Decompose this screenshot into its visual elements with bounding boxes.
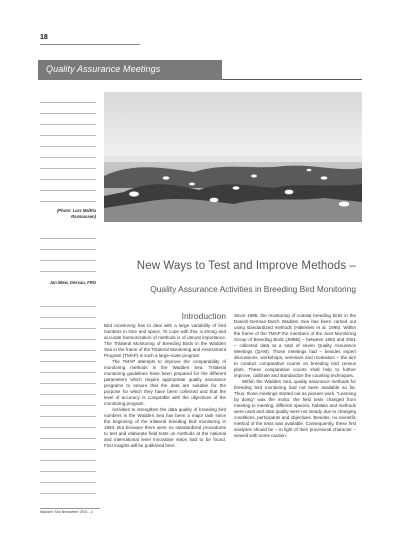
margin-ruled-lines-2 (40, 228, 96, 272)
footer-rule (40, 508, 100, 509)
paragraph: Bird monitoring has to deal with a large variability of bird numbers in time and space. To cope with this, a strong and accurate harmonization of methods is of utmost importance. The Trilateral Monitoring of Breeding Birds in the Wadden Sea in the frame of the Trilateral Monitoring and Assessment Program (TMAP) is such a large-scale program. (104, 323, 226, 358)
margin-ruled-lines (40, 92, 96, 202)
paragraph: Since 1995, the monitoring of coastal breeding birds in the Danish-German-Dutch Wadden Sea has been carried out using standardized methods (Hälterlein et al. 1995). Within the frame of the TMAP the members of the Joint Monitoring Group of Breeding Birds (JMBB) – between 1993 and 2001 – collected data at a total of seven Quality Assurance Meetings (QAM). Those meetings had – besides expert discussions, workshops, seminars and motivation – the aim to conduct comparative counts on breeding bird census plots. These comparative counts shall help to further improve, calibrate and standardize the counting techniques. (234, 313, 356, 378)
photo-credit: (Photo: Lars Maltha Rasmussen) (56, 208, 96, 219)
page-number: 18 (40, 34, 48, 41)
article-photo (104, 92, 362, 222)
margin-ruled-lines-3 (40, 296, 96, 494)
article-title: New Ways to Test and Improve Methods – (136, 260, 356, 272)
paragraph: Activities to strengthen the data quality of breeding bird numbers in the Wadden Sea has been a major task since the beginning of the trilateral breeding bird monitoring in 1993. But because there were no standardized procedures to test and elaborate field tests on methods at the national and international level innovative steps had to be found. First insights will be published here. (104, 407, 226, 448)
article-subtitle: Quality Assurance Activities in Breeding Bird Monitoring (150, 284, 356, 294)
intro-heading: Introduction (181, 311, 226, 321)
paragraph: Within the Wadden Sea, quality assurance methods for breeding bird monitoring had not been available so far. Thus, those meetings started out as pioneer work. "Learning by doing" was the motto: the field tests changed from meeting to meeting, different species, habitats and methods were used and data quality were not steady due to changing conditions, participants and objectives. Besides, no scientific method of the tests was available. Consequently, these first analyses should be – in light of their provisional character – viewed with some caution. (234, 379, 356, 438)
coastal-birds-photo-icon (104, 92, 362, 222)
section-title: Quality Assurance Meetings (46, 64, 161, 74)
right-column (234, 313, 356, 439)
section-rule (222, 79, 362, 80)
left-column (104, 312, 226, 449)
page-footer: Wadden Sea Newsletter 2001 - 2 (40, 510, 93, 514)
top-rule (40, 44, 140, 45)
section-header-bar (38, 60, 222, 80)
author-credit: Jan Blew, Dessau, FRG (49, 280, 96, 285)
paragraph: The TMAP attempts to improve the comparability of monitoring methods in the Wadden Sea. Trilateral monitoring guidelines have been prepared for the different parameters which require appropriate quality assurance programs to ensure that the data are suitable for the purpose for which they have been collected and that the level of accuracy is compatible with the objectives of the monitoring program. (104, 359, 226, 406)
